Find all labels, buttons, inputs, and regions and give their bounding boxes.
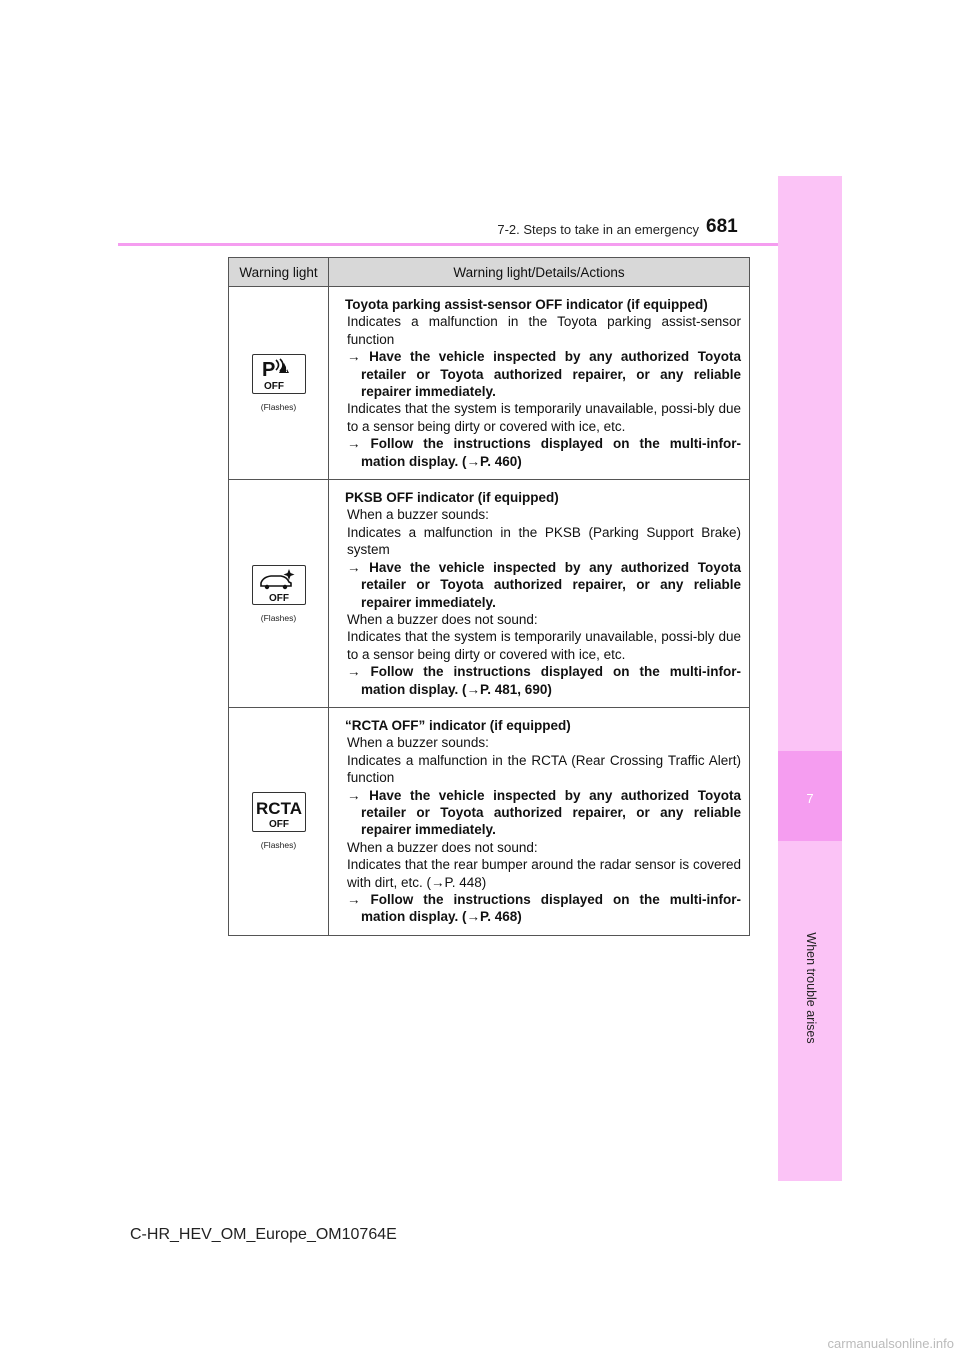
svg-text:!: ! <box>284 367 288 375</box>
indicator-title: “RCTA OFF” indicator (if equipped) <box>345 717 571 733</box>
svg-text:P: P <box>261 359 275 382</box>
icon-off-label: OFF <box>268 819 289 831</box>
detail-text: When a buzzer does not sound: <box>347 611 538 627</box>
table-row <box>229 707 750 935</box>
icon-caption: (Flashes) <box>260 402 297 413</box>
page-number: 681 <box>706 216 738 237</box>
icon-caption: (Flashes) <box>260 840 297 851</box>
watermark: carmanualsonline.info <box>827 1336 954 1351</box>
column-header-details: Warning light/Details/Actions <box>329 258 750 287</box>
chapter-side-tab <box>778 176 842 1181</box>
details-cell <box>329 707 750 935</box>
table-row <box>229 287 750 480</box>
header-rule <box>118 243 778 246</box>
detail-text: Indicates a malfunction in the RCTA (Rear Crossing Traffic Alert) function <box>347 752 741 786</box>
indicator-title: Toyota parking assist-sensor OFF indicator (if equipped) <box>345 297 708 312</box>
detail-text: When a buzzer sounds: <box>347 735 489 751</box>
chapter-number: 7 <box>806 791 814 806</box>
action-text: → Follow the instructions displayed on the multi-infor-mation display. (→P. 468) <box>347 892 741 925</box>
detail-text: Indicates a malfunction in the PKSB (Parking Support Brake) system <box>347 524 741 558</box>
icon-cell <box>229 707 329 935</box>
detail-text: Indicates that the system is temporarily unavailable, possi-bly due to a sensor being dirty or covered with ice, etc. <box>347 629 741 662</box>
column-header-warning-light: Warning light <box>229 258 329 287</box>
warning-light-table <box>228 257 750 936</box>
action-text: → Have the vehicle inspected by any authorized Toyota retailer or Toyota authorized repairer, or any reliable repairer immediately. <box>347 559 741 610</box>
detail-text: When a buzzer does not sound: <box>347 839 538 855</box>
indicator-title: PKSB OFF indicator (if equipped) <box>345 490 559 506</box>
icon-rcta-label: RCTA <box>255 799 302 819</box>
action-text: → Follow the instructions displayed on the multi-infor-mation display. (→P. 481, 690) <box>347 664 741 697</box>
section-title: 7-2. Steps to take in an emergency <box>497 222 699 237</box>
pksb-off-icon <box>252 565 306 605</box>
document-code: C-HR_HEV_OM_Europe_OM10764E <box>130 1226 397 1243</box>
rcta-off-icon <box>252 792 306 832</box>
detail-text: Indicates that the system is temporarily unavailable, possi-bly due to a sensor being dirty or covered with ice, etc. <box>347 401 741 434</box>
details-cell <box>329 480 750 708</box>
icon-off-label: OFF <box>268 592 289 604</box>
table-row <box>229 480 750 708</box>
icon-caption: (Flashes) <box>260 612 297 623</box>
icon-cell <box>229 480 329 708</box>
action-text: → Follow the instructions displayed on the multi-infor-mation display. (→P. 460) <box>347 436 741 469</box>
icon-off-label: OFF <box>263 381 284 393</box>
details-cell <box>329 287 750 480</box>
detail-text: Indicates a malfunction in the Toyota parking assist-sensor function <box>347 314 741 347</box>
detail-text: Indicates that the rear bumper around the radar sensor is covered with dirt, etc. (→P. 448) <box>347 857 741 890</box>
detail-text: When a buzzer sounds: <box>347 507 489 523</box>
chapter-title: When trouble arises <box>804 932 818 1044</box>
action-text: → Have the vehicle inspected by any authorized Toyota retailer or Toyota authorized repairer, or any reliable repairer immediately. <box>347 787 741 838</box>
action-text: → Have the vehicle inspected by any authorized Toyota retailer or Toyota authorized repairer, or any reliable repairer immediately. <box>347 349 741 400</box>
icon-cell <box>229 287 329 480</box>
table-header-row <box>229 258 750 287</box>
parking-assist-sensor-off-icon <box>252 354 306 394</box>
